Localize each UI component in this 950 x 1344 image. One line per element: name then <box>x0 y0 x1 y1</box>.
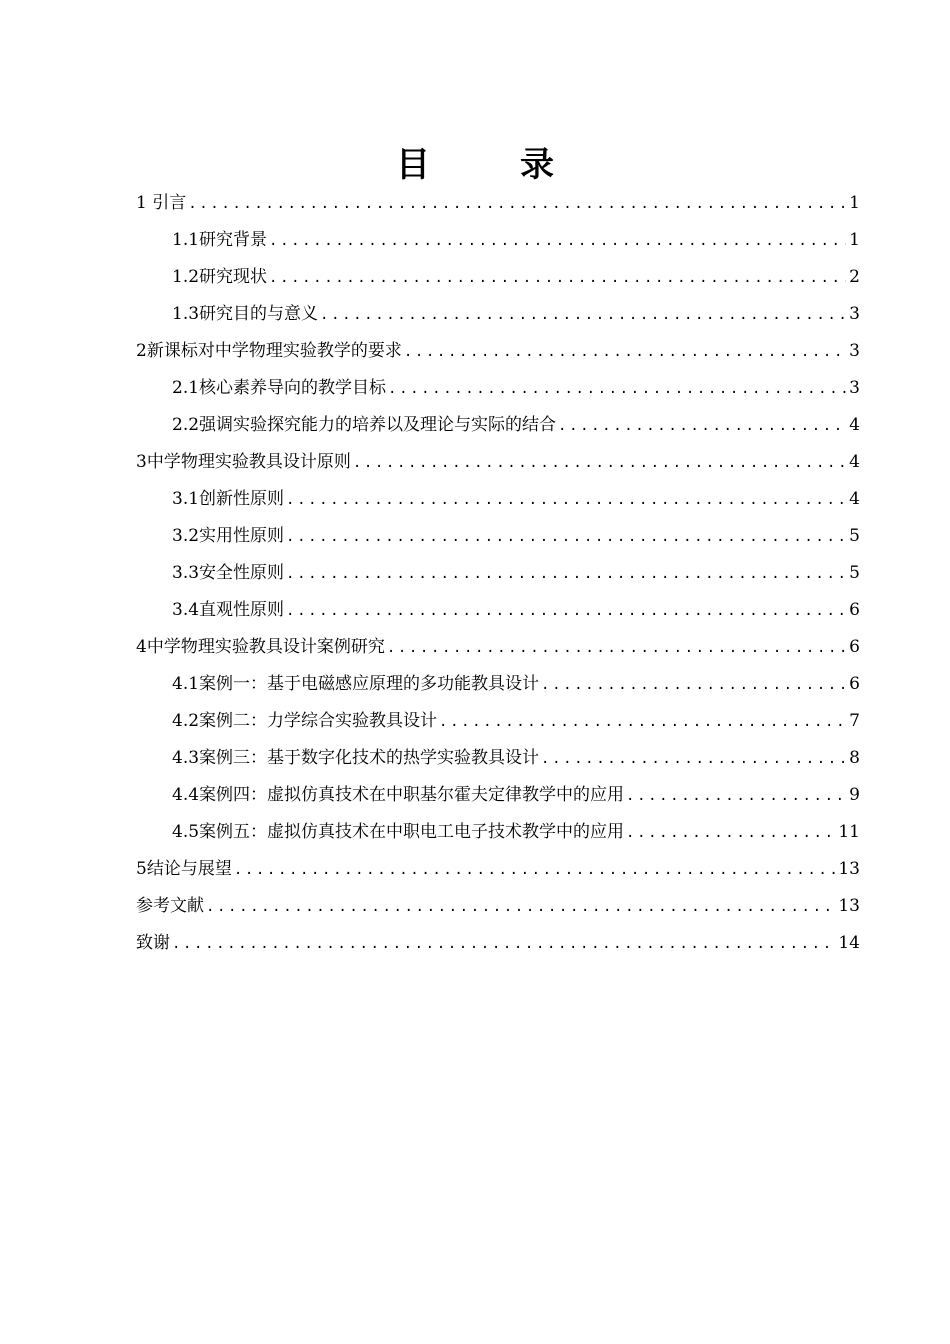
toc-entry-label: 4.2案例二：力学综合实验教具设计 <box>172 711 438 731</box>
toc-title: 目 录 <box>396 145 582 185</box>
toc-entry-page: 13 <box>838 896 860 916</box>
toc-leader-dots <box>206 889 835 926</box>
toc-entry-label: 2新课标对中学物理实验教学的要求 <box>136 341 402 361</box>
toc-leader-dots <box>286 593 846 630</box>
toc-leader-dots <box>353 445 846 482</box>
toc-entry-page: 5 <box>849 526 860 546</box>
toc-entry[interactable] <box>136 407 860 444</box>
toc-entry[interactable] <box>136 222 860 259</box>
toc-leader-dots <box>541 667 846 704</box>
toc-entry[interactable] <box>136 703 860 740</box>
toc-entry-label: 致谢 <box>136 933 170 953</box>
toc-leader-dots <box>286 519 846 556</box>
toc-entry-label: 4.1案例一：基于电磁感应原理的多功能教具设计 <box>172 674 540 694</box>
toc-entry-page: 1 <box>849 193 860 213</box>
toc-entry-page: 14 <box>838 933 860 953</box>
toc-entry-label: 2.2强调实验探究能力的培养以及理论与实际的结合 <box>172 415 557 435</box>
toc-leader-dots <box>234 852 836 889</box>
toc-leader-dots <box>626 778 846 815</box>
toc-entry[interactable] <box>136 740 860 777</box>
toc-leader-dots <box>439 704 846 741</box>
toc-entry-page: 1 <box>849 230 860 250</box>
toc-entry-label: 4.5案例五：虚拟仿真技术在中职电工电子技术教学中的应用 <box>172 822 625 842</box>
toc-entry-page: 6 <box>849 637 860 657</box>
toc-entry-label: 3中学物理实验教具设计原则 <box>136 452 351 472</box>
toc-entry[interactable] <box>136 851 860 888</box>
toc-entry[interactable] <box>136 370 860 407</box>
toc-entry-label: 1.3研究目的与意义 <box>172 304 319 324</box>
toc-entry-page: 3 <box>849 341 860 361</box>
toc-entry-label: 3.3安全性原则 <box>172 563 285 583</box>
toc-leader-dots <box>269 223 846 260</box>
toc-entry[interactable] <box>136 296 860 333</box>
toc-leader-dots <box>172 926 835 963</box>
toc-entry-label: 3.4直观性原则 <box>172 600 285 620</box>
toc-entry-page: 3 <box>849 378 860 398</box>
toc-entry-page: 5 <box>849 563 860 583</box>
toc-entry-page: 6 <box>849 674 860 694</box>
toc-entry-label: 4.4案例四：虚拟仿真技术在中职基尔霍夫定律教学中的应用 <box>172 785 625 805</box>
toc-entry-page: 4 <box>849 489 860 509</box>
toc-entry[interactable] <box>136 259 860 296</box>
toc-entry[interactable] <box>136 333 860 370</box>
toc-entry[interactable] <box>136 518 860 555</box>
toc-leader-dots <box>286 482 846 519</box>
toc-entry-page: 8 <box>849 748 860 768</box>
toc-leader-dots <box>387 630 846 667</box>
toc-entry[interactable] <box>136 925 860 962</box>
toc-entry[interactable] <box>136 777 860 814</box>
toc-entry-label: 参考文献 <box>136 896 204 916</box>
toc-entry-page: 3 <box>849 304 860 324</box>
toc-entry-label: 4中学物理实验教具设计案例研究 <box>136 637 385 657</box>
toc-entry[interactable] <box>136 814 860 851</box>
toc-entry-label: 4.3案例三：基于数字化技术的热学实验教具设计 <box>172 748 540 768</box>
toc-list <box>136 185 860 962</box>
toc-leader-dots <box>404 334 846 371</box>
toc-entry-label: 2.1核心素养导向的教学目标 <box>172 378 387 398</box>
toc-leader-dots <box>558 408 846 445</box>
toc-leader-dots <box>626 815 835 852</box>
toc-entry[interactable] <box>136 629 860 666</box>
toc-entry-label: 3.2实用性原则 <box>172 526 285 546</box>
toc-leader-dots <box>541 741 846 778</box>
toc-entry[interactable] <box>136 666 860 703</box>
toc-entry-label: 1 引言 <box>136 193 187 213</box>
toc-entry-page: 13 <box>838 859 860 879</box>
toc-entry[interactable] <box>136 481 860 518</box>
toc-leader-dots <box>269 260 846 297</box>
toc-entry-page: 4 <box>849 415 860 435</box>
toc-entry-label: 1.2研究现状 <box>172 267 268 287</box>
toc-entry[interactable] <box>136 185 860 222</box>
toc-entry[interactable] <box>136 888 860 925</box>
toc-entry-page: 9 <box>849 785 860 805</box>
toc-leader-dots <box>388 371 846 408</box>
toc-entry-page: 11 <box>838 822 860 842</box>
toc-entry-label: 3.1创新性原则 <box>172 489 285 509</box>
toc-entry[interactable] <box>136 592 860 629</box>
toc-entry-page: 2 <box>849 267 860 287</box>
toc-entry-page: 6 <box>849 600 860 620</box>
toc-entry-label: 1.1研究背景 <box>172 230 268 250</box>
toc-leader-dots <box>286 556 846 593</box>
toc-leader-dots <box>320 297 846 334</box>
toc-entry-label: 5结论与展望 <box>136 859 232 879</box>
toc-entry[interactable] <box>136 555 860 592</box>
toc-leader-dots <box>188 186 846 223</box>
toc-entry[interactable] <box>136 444 860 481</box>
toc-entry-page: 4 <box>849 452 860 472</box>
toc-entry-page: 7 <box>849 711 860 731</box>
